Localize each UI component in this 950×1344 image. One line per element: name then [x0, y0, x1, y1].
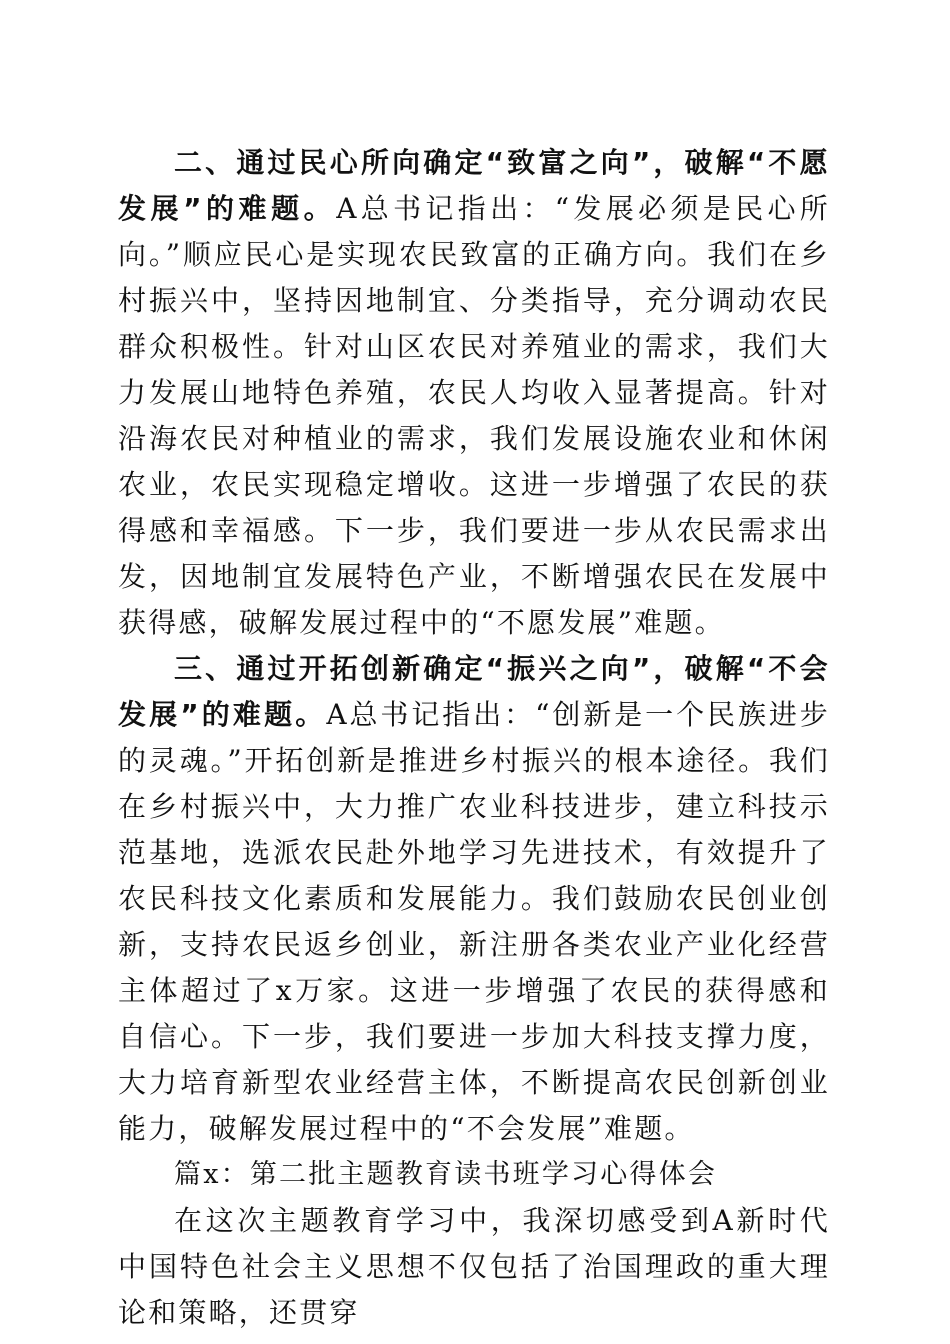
section-2-body: A总书记指出：“发展必须是民心所向。”顺应民心是实现农民致富的正确方向。我们在乡村振兴中，坚持因地制宜、分类指导，充分调动农民群众积极性。针对山区农民对养殖业的需求，我们大力发展山地特色养殖，农民人均收入显著提高。针对沿海农民对种植业的需求，我们发展设施农业和休闲农业，农民实现稳定增收。这进一步增强了农民的获得感和幸福感。下一步，我们要进一步从农民需求出发，因地制宜发展特色产业，不断增强农民在发展中获得感，破解发展过程中的“不愿发展”难题。: [118, 192, 831, 639]
section-3-paragraph: [118, 646, 830, 1152]
section-3-body: A总书记指出：“创新是一个民族进步的灵魂。”开拓创新是推进乡村振兴的根本途径。我们在乡村振兴中，大力推广农业科技进步，建立科技示范基地，选派农民赴外地学习先进技术，有效提升了农民科技文化素质和发展能力。我们鼓励农民创业创新，支持农民返乡创业，新注册各类农业产业化经营主体超过了x万家。这进一步增强了农民的获得感和自信心。下一步，我们要进一步加大科技支撑力度，大力培育新型农业经营主体，不断提高农民创新创业能力，破解发展过程中的“不会发展”难题。: [118, 698, 831, 1145]
article-intro: 在这次主题教育学习中，我深切感受到A新时代中国特色社会主义思想不仅包括了治国理政的重大理论和策略，还贯穿: [118, 1204, 830, 1329]
section-2-heading: 二、通过民心所向确定“致富之向”，破解“不愿发展”的难题。: [118, 146, 830, 225]
section-3-heading: 三、通过开拓创新确定“振兴之向”，破解“不会发展”的难题。: [118, 652, 830, 731]
section-2-paragraph: [118, 140, 830, 646]
article-title: 篇x：第二批主题教育读书班学习心得体会: [174, 1159, 718, 1190]
document-body: [118, 140, 830, 1336]
